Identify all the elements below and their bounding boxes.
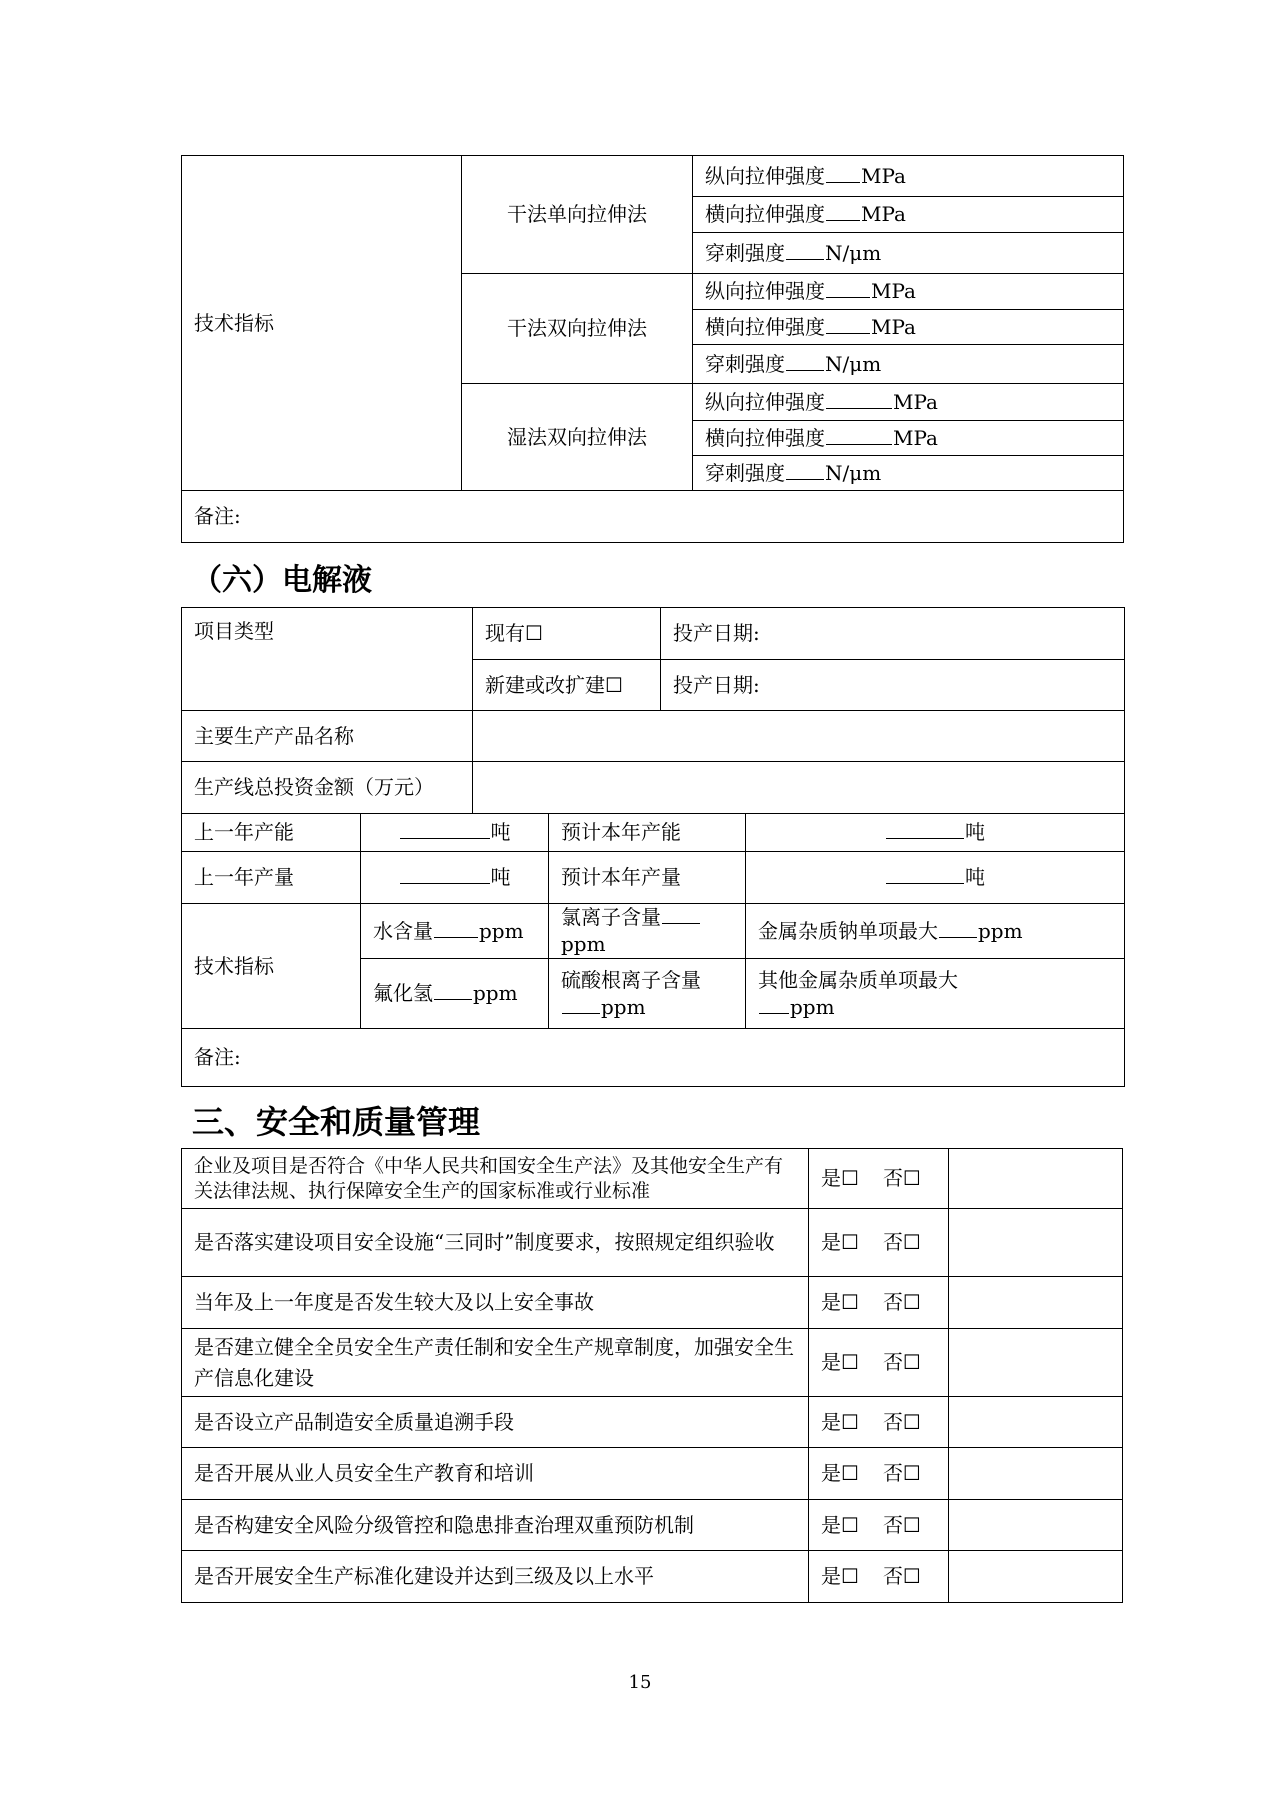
spec-unit: MPa (871, 314, 916, 339)
page-number: 15 (628, 1672, 652, 1693)
investment-label: 生产线总投资金额（万元） (182, 762, 473, 814)
no-checkbox[interactable]: 否☐ (882, 1290, 921, 1314)
yes-no-options (809, 1397, 949, 1448)
yes-checkbox[interactable]: 是☐ (821, 1461, 859, 1485)
no-checkbox[interactable]: 否☐ (882, 1461, 921, 1485)
chloride-field[interactable] (549, 904, 746, 959)
spec-unit: MPa (861, 163, 906, 188)
spec-cell (693, 384, 1124, 421)
fill-blank[interactable] (939, 918, 977, 938)
spec-cell (693, 456, 1124, 491)
answer-field[interactable] (949, 1551, 1123, 1603)
fill-blank[interactable] (886, 819, 964, 839)
fill-blank[interactable] (562, 994, 600, 1014)
fill-blank[interactable] (786, 240, 824, 260)
answer-field[interactable] (949, 1209, 1123, 1277)
last-capacity-label: 上一年产能 (182, 814, 361, 852)
unit-ton: 吨 (965, 820, 985, 844)
answer-field[interactable] (949, 1500, 1123, 1551)
yes-checkbox[interactable]: 是☐ (821, 1564, 859, 1588)
est-capacity-label: 预计本年产能 (549, 814, 746, 852)
unit-ton: 吨 (965, 865, 985, 889)
no-checkbox[interactable]: 否☐ (882, 1512, 921, 1537)
est-output-field[interactable] (746, 852, 1125, 904)
spec-label: 纵向拉伸强度 (705, 163, 825, 188)
yes-checkbox[interactable]: 是☐ (821, 1409, 859, 1434)
answer-field[interactable] (949, 1149, 1123, 1209)
spec-unit: MPa (893, 425, 938, 450)
spec-unit: N/μm (825, 240, 882, 265)
spec-label: 穿刺强度 (705, 240, 785, 265)
safety-question: 是否构建安全风险分级管控和隐患排查治理双重预防机制 (182, 1500, 809, 1551)
fill-blank[interactable] (786, 460, 824, 480)
unit-ppm: ppm (978, 918, 1023, 943)
chloride-label: 氯离子含量 (561, 905, 661, 929)
spec-cell (693, 345, 1124, 384)
fill-blank[interactable] (826, 425, 892, 445)
separator-tech-table (181, 155, 1124, 543)
spec-cell (693, 274, 1124, 310)
spec-unit: MPa (893, 389, 938, 414)
last-capacity-field[interactable] (361, 814, 549, 852)
production-date-field[interactable]: 投产日期: (661, 660, 1125, 711)
unit-ton: 吨 (490, 820, 511, 844)
fill-blank[interactable] (434, 918, 478, 938)
remark-field[interactable]: 备注: (182, 1029, 1125, 1087)
new-build-checkbox[interactable]: 新建或改扩建☐ (473, 660, 661, 711)
fill-blank[interactable] (826, 163, 860, 183)
answer-field[interactable] (949, 1448, 1123, 1500)
fill-blank[interactable] (786, 351, 824, 371)
method-name: 干法单向拉伸法 (462, 156, 693, 274)
yes-no-options (809, 1500, 949, 1551)
safety-question: 是否建立健全全员安全生产责任制和安全生产规章制度，加强安全生产信息化建设 (182, 1329, 809, 1397)
unit-ppm: ppm (561, 932, 606, 956)
spec-cell (693, 197, 1124, 233)
safety-table (181, 1148, 1123, 1603)
hf-label: 氟化氢 (373, 981, 433, 1005)
yes-no-options (809, 1149, 949, 1209)
other-metal-field[interactable] (746, 959, 1125, 1029)
tech-indicator-label: 技术指标 (182, 156, 462, 491)
fill-blank[interactable] (662, 904, 700, 924)
sulfate-label: 硫酸根离子含量 (561, 967, 701, 992)
safety-question: 是否落实建设项目安全设施“三同时”制度要求，按照规定组织验收 (182, 1209, 809, 1277)
unit-ppm: ppm (790, 994, 835, 1019)
yes-checkbox[interactable]: 是☐ (821, 1230, 859, 1254)
yes-checkbox[interactable]: 是☐ (821, 1350, 859, 1374)
safety-question: 是否开展安全生产标准化建设并达到三级及以上水平 (182, 1551, 809, 1603)
water-content-label: 水含量 (373, 918, 433, 943)
no-checkbox[interactable]: 否☐ (882, 1409, 921, 1434)
sodium-label: 金属杂质钠单项最大 (758, 918, 938, 943)
project-type-label: 项目类型 (182, 608, 473, 711)
yes-checkbox[interactable]: 是☐ (821, 1512, 859, 1537)
spec-cell (693, 310, 1124, 345)
spec-unit: MPa (871, 279, 916, 303)
section-heading: （六）电解液 (192, 563, 372, 598)
section-heading: 三、安全和质量管理 (192, 1103, 481, 1141)
investment-field[interactable] (473, 762, 1125, 814)
existing-checkbox[interactable]: 现有☐ (473, 608, 661, 660)
spec-unit: N/μm (825, 351, 882, 376)
yes-no-options (809, 1277, 949, 1329)
unit-ppm: ppm (479, 918, 524, 943)
other-metal-label: 其他金属杂质单项最大 (758, 967, 958, 992)
unit-ton: 吨 (490, 865, 511, 889)
est-capacity-field[interactable] (746, 814, 1125, 852)
production-date-field[interactable]: 投产日期: (661, 608, 1125, 660)
spec-label: 横向拉伸强度 (705, 425, 825, 450)
hf-field[interactable] (361, 959, 549, 1029)
fill-blank[interactable] (886, 864, 964, 884)
yes-no-options (809, 1551, 949, 1603)
water-content-field[interactable] (361, 904, 549, 959)
unit-ppm: ppm (473, 981, 518, 1005)
product-name-field[interactable] (473, 711, 1125, 762)
fill-blank[interactable] (826, 201, 860, 221)
answer-field[interactable] (949, 1397, 1123, 1448)
method-name: 湿法双向拉伸法 (462, 384, 693, 491)
spec-label: 纵向拉伸强度 (705, 279, 825, 303)
yes-no-options (809, 1209, 949, 1277)
no-checkbox[interactable]: 否☐ (882, 1350, 921, 1374)
no-checkbox[interactable]: 否☐ (882, 1166, 921, 1190)
spec-label: 横向拉伸强度 (705, 202, 825, 226)
yes-no-options (809, 1448, 949, 1500)
fill-blank[interactable] (826, 389, 892, 409)
electrolyte-table (181, 607, 1125, 1087)
fill-blank[interactable] (826, 278, 870, 298)
spec-label: 横向拉伸强度 (705, 314, 825, 339)
last-output-field[interactable] (361, 852, 549, 904)
spec-label: 纵向拉伸强度 (705, 389, 825, 414)
unit-ppm: ppm (601, 994, 646, 1019)
fill-blank[interactable] (759, 994, 789, 1014)
product-name-label: 主要生产产品名称 (182, 711, 473, 762)
yes-no-options (809, 1329, 949, 1397)
spec-unit: MPa (861, 202, 906, 226)
safety-question: 当年及上一年度是否发生较大及以上安全事故 (182, 1277, 809, 1329)
answer-field[interactable] (949, 1277, 1123, 1329)
tech-indicator-label: 技术指标 (182, 904, 361, 1029)
spec-label: 穿刺强度 (705, 351, 785, 376)
spec-cell (693, 233, 1124, 274)
method-name: 干法双向拉伸法 (462, 274, 693, 384)
fill-blank[interactable] (434, 980, 472, 1000)
sulfate-field[interactable] (549, 959, 746, 1029)
remark-field[interactable]: 备注: (182, 491, 1124, 543)
sodium-field[interactable] (746, 904, 1125, 959)
spec-cell (693, 156, 1124, 197)
no-checkbox[interactable]: 否☐ (882, 1230, 921, 1254)
safety-question: 是否开展从业人员安全生产教育和培训 (182, 1448, 809, 1500)
spec-cell (693, 421, 1124, 456)
fill-blank[interactable] (400, 819, 490, 839)
spec-unit: N/μm (825, 460, 882, 485)
safety-question: 是否设立产品制造安全质量追溯手段 (182, 1397, 809, 1448)
est-output-label: 预计本年产量 (549, 852, 746, 904)
last-output-label: 上一年产量 (182, 852, 361, 904)
spec-label: 穿刺强度 (705, 460, 785, 485)
yes-checkbox[interactable]: 是☐ (821, 1290, 859, 1314)
fill-blank[interactable] (826, 314, 870, 334)
safety-question: 企业及项目是否符合《中华人民共和国安全生产法》及其他安全生产有关法律法规、执行保障安全生产的国家标准或行业标准 (182, 1149, 809, 1209)
fill-blank[interactable] (400, 864, 490, 884)
answer-field[interactable] (949, 1329, 1123, 1397)
no-checkbox[interactable]: 否☐ (882, 1564, 921, 1588)
yes-checkbox[interactable]: 是☐ (821, 1166, 859, 1190)
